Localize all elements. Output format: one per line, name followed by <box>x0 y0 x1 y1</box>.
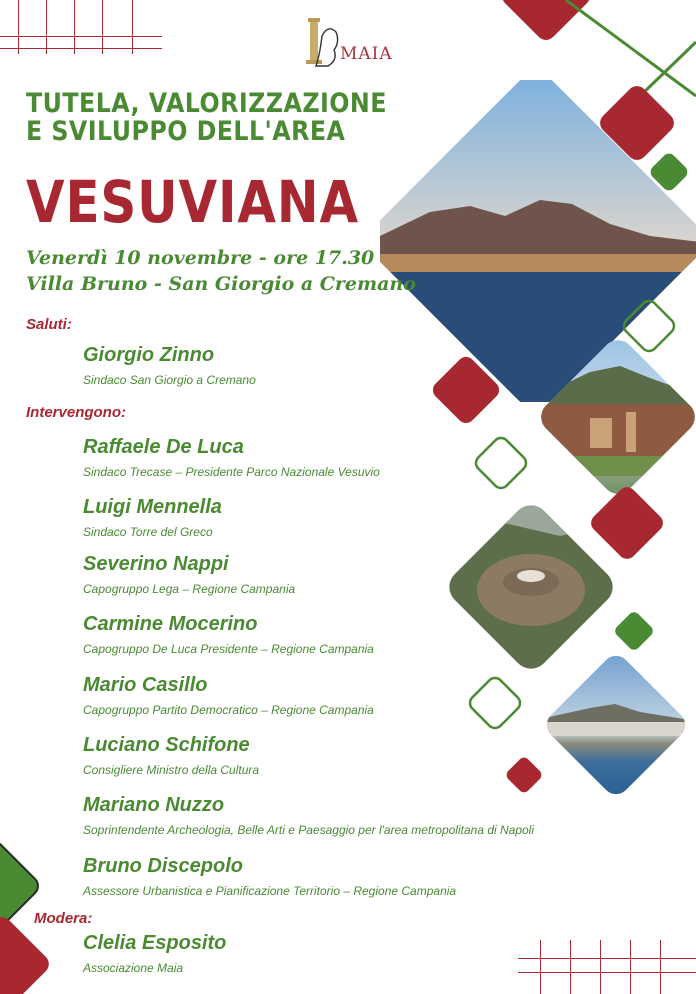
section-heading-saluti: Saluti: <box>26 316 72 333</box>
logo-text: MAIA <box>340 44 393 64</box>
speaker-name: Clelia Esposito <box>83 932 227 954</box>
speaker-role: Capogruppo Lega – Regione Campania <box>83 582 296 596</box>
speaker-role: Capogruppo De Luca Presidente – Regione Campania <box>83 642 374 656</box>
event-place: Villa Bruno - San Giorgio a Cremano <box>26 273 416 295</box>
speaker-name: Raffaele De Luca <box>83 436 244 458</box>
speaker-role: Soprintendente Archeologia, Belle Arti e Paesaggio per l'area metropolitana di Napoli <box>83 823 535 837</box>
speaker-name: Bruno Discepolo <box>83 855 244 877</box>
speaker-role: Associazione Maia <box>83 961 184 975</box>
speaker-name: Carmine Mocerino <box>83 613 258 635</box>
logo <box>300 16 400 68</box>
speaker-role: Sindaco Torre del Greco <box>83 525 213 539</box>
column-statue-icon <box>302 16 342 68</box>
speaker-name: Mariano Nuzzo <box>83 794 225 816</box>
speaker-role: Capogruppo Partito Democratico – Regione Campania <box>83 703 374 717</box>
speaker-name: Severino Nappi <box>83 553 229 575</box>
event-date-time: Venerdì 10 novembre - ore 17.30 <box>26 247 375 269</box>
speaker-role: Consigliere Ministro della Cultura <box>83 763 260 777</box>
speaker-role: Sindaco Trecase – Presidente Parco Nazionale Vesuvio <box>83 465 380 479</box>
speaker-name: Luciano Schifone <box>83 734 250 756</box>
section-heading-intervengono: Intervengono: <box>26 404 126 421</box>
title-line-1: TUTELA, VALORIZZAZIONE <box>26 88 387 119</box>
speaker-name: Luigi Mennella <box>83 496 222 518</box>
section-heading-modera: Modera: <box>34 910 93 927</box>
speaker-name: Mario Casillo <box>83 674 208 696</box>
speaker-role: Assessore Urbanistica e Pianificazione Territorio – Regione Campania <box>83 884 457 898</box>
speaker-role: Sindaco San Giorgio a Cremano <box>83 373 256 387</box>
title-line-2: E SVILUPPO DELL'AREA <box>26 116 346 147</box>
speaker-name: Giorgio Zinno <box>83 344 215 366</box>
main-title: VESUVIANA <box>26 168 359 236</box>
